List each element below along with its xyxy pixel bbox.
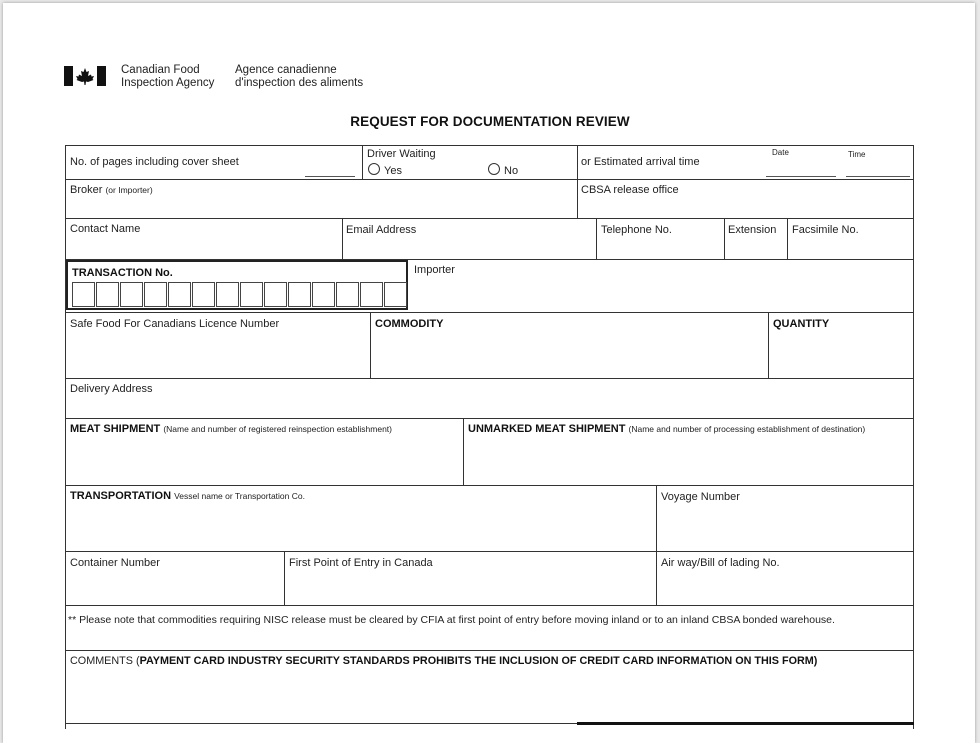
meat-shipment-label: MEAT SHIPMENT (Name and number of registered reinspection establishment): [70, 423, 392, 435]
driver-waiting-yes[interactable]: Yes: [368, 163, 402, 178]
transaction-label: TRANSACTION No.: [72, 267, 173, 279]
email-label: Email Address: [346, 224, 417, 236]
divider: [656, 485, 657, 605]
divider: [65, 650, 914, 651]
transaction-cells[interactable]: [72, 282, 408, 307]
divider: [342, 218, 343, 259]
canada-flag-icon: [64, 65, 106, 87]
transaction-number-box[interactable]: [66, 260, 408, 310]
extension-label: Extension: [728, 224, 777, 236]
form-title: REQUEST FOR DOCUMENTATION REVIEW: [350, 114, 630, 129]
container-number-label: Container Number: [70, 557, 160, 569]
telephone-label: Telephone No.: [601, 224, 672, 236]
voyage-number-label: Voyage Number: [661, 491, 740, 503]
delivery-address-label: Delivery Address: [70, 383, 153, 395]
transaction-cell[interactable]: [168, 282, 191, 307]
estimated-arrival-label: or Estimated arrival time: [581, 156, 700, 168]
transportation-label: TRANSPORTATION Vessel name or Transportation Co.: [70, 490, 305, 502]
cbsa-office-label: CBSA release office: [581, 184, 679, 196]
transaction-cell[interactable]: [336, 282, 359, 307]
radio-no-icon[interactable]: [488, 163, 500, 175]
first-point-entry-label: First Point of Entry in Canada: [289, 557, 433, 569]
divider: [370, 312, 371, 378]
transaction-cell[interactable]: [192, 282, 215, 307]
divider: [596, 218, 597, 259]
transaction-cell[interactable]: [288, 282, 311, 307]
divider: [65, 723, 577, 724]
transaction-cell[interactable]: [72, 282, 95, 307]
transaction-cell[interactable]: [240, 282, 263, 307]
driver-waiting-no[interactable]: No: [488, 163, 518, 178]
pages-input[interactable]: [305, 176, 355, 177]
divider: [65, 605, 914, 606]
facsimile-label: Facsimile No.: [792, 224, 859, 236]
divider: [65, 179, 914, 180]
transaction-cell[interactable]: [384, 282, 407, 307]
date-label: Date: [772, 148, 789, 157]
broker-label: Broker (or Importer): [70, 184, 153, 196]
divider: [65, 378, 914, 379]
transaction-cell[interactable]: [264, 282, 287, 307]
time-input[interactable]: [846, 176, 910, 177]
agency-name-en: Canadian Food Inspection Agency: [121, 64, 215, 89]
pages-label: No. of pages including cover sheet: [70, 156, 239, 168]
date-input[interactable]: [766, 176, 836, 177]
divider: [284, 551, 285, 605]
transaction-cell[interactable]: [96, 282, 119, 307]
sfc-licence-label: Safe Food For Canadians Licence Number: [70, 318, 280, 330]
divider: [768, 312, 769, 378]
airway-bill-label: Air way/Bill of lading No.: [661, 557, 780, 569]
form-right-border: [913, 145, 914, 729]
driver-waiting-label: Driver Waiting: [367, 148, 436, 160]
nisc-note: ** Please note that commodities requiring NISC release must be cleared by CFIA at first point of entry before moving inland or to an inland CBSA bonded warehouse.: [68, 614, 835, 626]
divider: [65, 145, 914, 146]
divider: [577, 722, 914, 725]
time-label: Time: [848, 150, 866, 159]
divider: [65, 551, 914, 552]
commodity-label: COMMODITY: [375, 318, 444, 330]
importer-label: Importer: [414, 264, 455, 276]
agency-name-fr: Agence canadienne d'inspection des aliments: [235, 64, 364, 89]
radio-yes-icon[interactable]: [368, 163, 380, 175]
transaction-cell[interactable]: [144, 282, 167, 307]
form-left-border: [65, 145, 66, 729]
divider: [724, 218, 725, 259]
divider: [65, 485, 914, 486]
divider: [463, 418, 464, 485]
divider: [787, 218, 788, 259]
unmarked-meat-label: UNMARKED MEAT SHIPMENT (Name and number of processing establishment of destination): [468, 423, 866, 435]
divider: [65, 312, 914, 313]
transaction-cell[interactable]: [360, 282, 383, 307]
transaction-cell[interactable]: [120, 282, 143, 307]
divider: [362, 145, 363, 179]
divider: [65, 418, 914, 419]
transaction-cell[interactable]: [216, 282, 239, 307]
divider: [577, 145, 578, 218]
quantity-label: QUANTITY: [773, 318, 830, 330]
contact-name-label: Contact Name: [70, 223, 141, 235]
transaction-cell[interactable]: [312, 282, 335, 307]
comments-label: COMMENTS (PAYMENT CARD INDUSTRY SECURITY STANDARDS PROHIBITS THE INCLUSION OF CREDIT CARD INFORMATION ON THIS FORM): [70, 655, 818, 667]
